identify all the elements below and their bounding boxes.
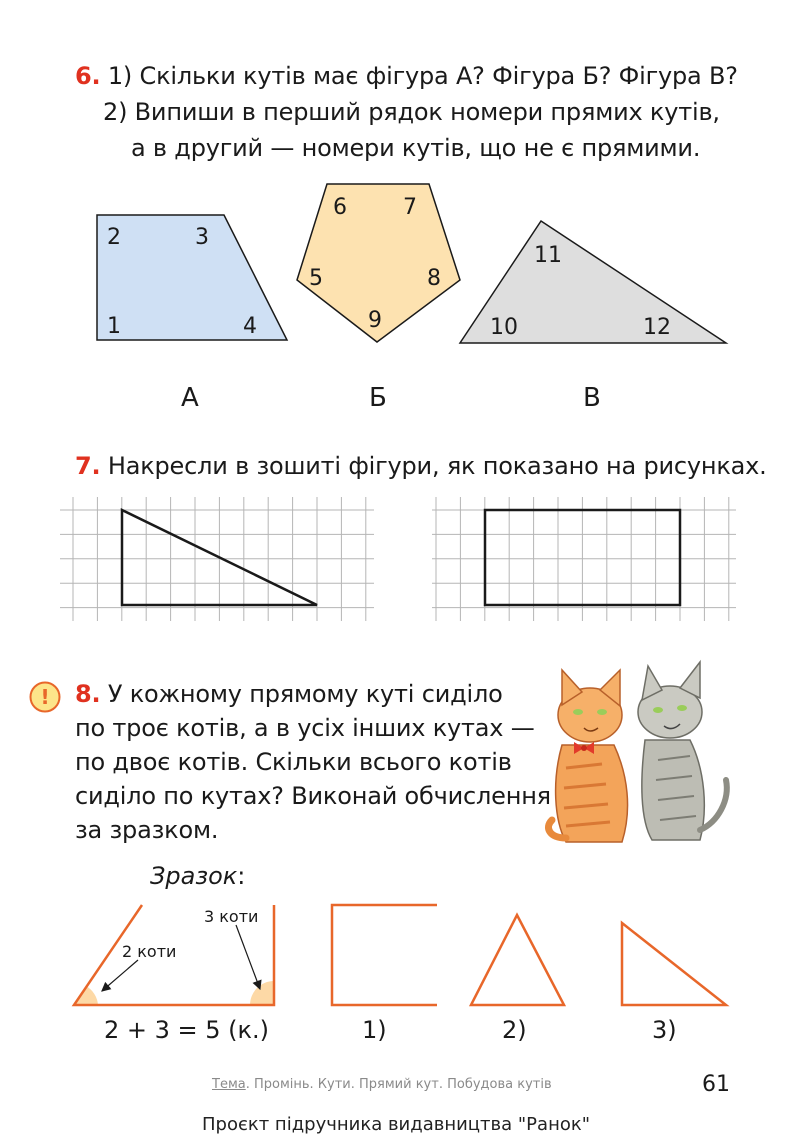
angle-label: 11 <box>534 243 562 268</box>
task8-line: по двоє котів. Скільки всього котів <box>75 748 512 776</box>
task6-line1 <box>75 58 738 94</box>
grey-cat <box>638 662 727 840</box>
task7-number: 7. <box>75 452 101 480</box>
task7-text: Накресли в зошиті фігури, як показано на рисунках. <box>107 452 767 480</box>
attention-icon <box>28 680 62 714</box>
figure-a-trapezoid <box>97 215 287 340</box>
task8-figures <box>0 895 800 1035</box>
item2-label: 2) <box>502 1016 527 1044</box>
angle-marker-right <box>250 981 274 1005</box>
angle-label: 3 <box>195 225 209 250</box>
label-3cats: 3 коти <box>204 907 259 926</box>
cats-illustration <box>540 650 740 850</box>
task6-question2: 2) Випиши в перший рядок номери прямих кутів, <box>103 98 720 126</box>
item1-label: 1) <box>362 1016 387 1044</box>
figure-v-label: В <box>583 383 601 413</box>
task8-line: за зразком. <box>75 816 219 844</box>
sample-heading <box>150 862 245 890</box>
figure-a-label: А <box>181 383 199 413</box>
task8-text <box>75 677 551 847</box>
footer-topic <box>212 1077 552 1092</box>
angle-label: 2 <box>107 225 121 250</box>
task6-number: 6. <box>75 62 101 90</box>
task8-line: сиділо по кутах? Виконай обчислення <box>75 782 551 810</box>
angle-label: 1 <box>107 314 121 339</box>
angle-label: 10 <box>490 315 518 340</box>
attention-mark: ! <box>40 685 50 709</box>
task8-line: по троє котів, а в усіх інших кутах — <box>75 714 535 742</box>
task7-line <box>75 448 767 484</box>
task6-figures <box>0 170 800 370</box>
angle-label: 4 <box>243 314 257 339</box>
angle-label: 9 <box>368 308 382 333</box>
publisher-note: Проєкт підручника видавництва "Ранок" <box>202 1114 591 1135</box>
grid-with-rectangle <box>432 497 736 621</box>
item3-shape <box>622 923 726 1005</box>
footer-topic-word: Тема <box>212 1077 246 1092</box>
grid-with-triangle <box>60 497 374 621</box>
angle-label: 5 <box>309 266 323 291</box>
angle-label: 7 <box>403 195 417 220</box>
angle-label: 6 <box>333 195 347 220</box>
task8-number: 8. <box>75 680 101 708</box>
angle-label: 8 <box>427 266 441 291</box>
item2-shape <box>471 915 564 1005</box>
item3-label: 3) <box>652 1016 677 1044</box>
figure-b-label: Б <box>369 383 387 413</box>
label-2cats: 2 коти <box>122 942 177 961</box>
task6-question2-cont: а в другий — номери кутів, що не є прямими. <box>131 134 701 162</box>
arrow-2cats <box>102 960 138 991</box>
orange-cat <box>548 670 627 842</box>
angle-label: 12 <box>643 315 671 340</box>
item1-shape <box>332 905 437 1005</box>
footer-topic-rest: . Промінь. Кути. Прямий кут. Побудова кутів <box>245 1077 552 1092</box>
page-number: 61 <box>702 1072 730 1097</box>
sample-equation: 2 + 3 = 5 (к.) <box>104 1016 270 1044</box>
sample-label: Зразок <box>150 862 238 890</box>
task8-line: У кожному прямому куті сиділо <box>107 680 503 708</box>
arrow-3cats <box>236 925 260 989</box>
sample-colon: : <box>237 862 246 890</box>
task6-question1: 1) Скільки кутів має фігура А? Фігура Б? Фігура В? <box>107 62 738 90</box>
